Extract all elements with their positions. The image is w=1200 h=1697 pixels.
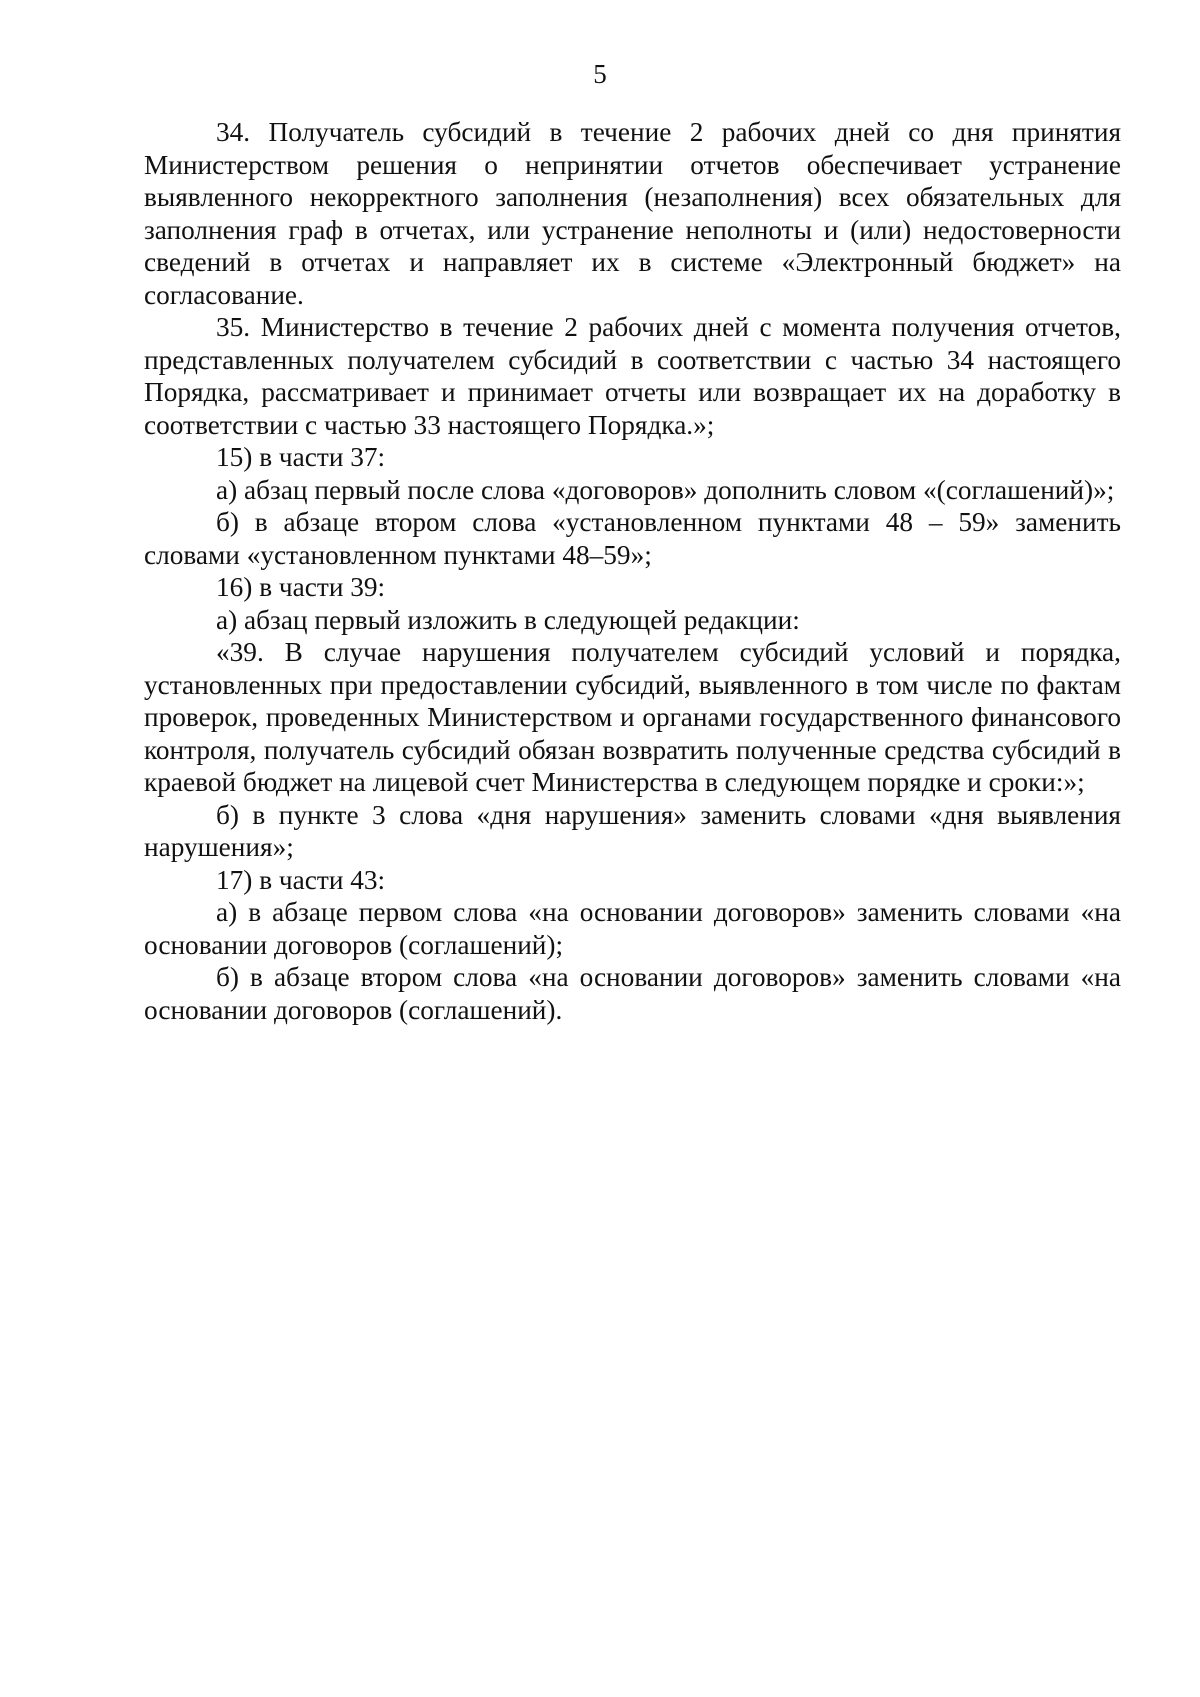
amendment-item-15a: а) абзац первый после слова «договоров» дополнить словом «(соглашений)»; [216, 474, 1115, 505]
amendment-item-16a: а) абзац первый изложить в следующей редакции: [216, 604, 800, 635]
amendment-item-17: 17) в части 43: [216, 864, 386, 895]
amendment-item-16b: б) в пункте 3 слова «дня нарушения» заменить словами «дня выявления нарушения»; [144, 799, 1121, 862]
paragraph-39-quote: «39. В случае нарушения получателем субсидий условий и порядка, установленных при предоставлении субсидий, выявленного в том числе по фактам проверок, проведенных Министерством и органами государственного финансового контроля, получатель субсидий обязан возвратить полученные средства субсидий в краевой бюджет на лицевой счет Министерства в следующем порядке и сроки:»; [144, 637, 1121, 797]
page-number: 5 [593, 59, 607, 89]
document-body [144, 116, 1121, 1026]
amendment-item-15: 15) в части 37: [216, 442, 386, 472]
amendment-item-17a: а) в абзаце первом слова «на основании договоров» заменить словами «на основании договоров (соглашений); [144, 897, 1121, 960]
amendment-item-15b: б) в абзаце втором слова «установленном пунктами 48 – 59» заменить словами «установленном пунктами 48–59»; [144, 507, 1121, 570]
amendment-item-16: 16) в части 39: [216, 572, 386, 602]
amendment-item-17b: б) в абзаце втором слова «на основании договоров» заменить словами «на основании договоров (соглашений). [144, 962, 1121, 1025]
paragraph-35: 35. Министерство в течение 2 рабочих дней с момента получения отчетов, представленных получателем субсидий в соответствии с частью 34 настоящего Порядка, рассматривает и принимает отчеты или возвращает их на доработку в соответствии с частью 33 настоящего Порядка.»; [144, 312, 1121, 440]
paragraph-34: 34. Получатель субсидий в течение 2 рабочих дней со дня принятия Министерством решения о непринятии отчетов обеспечивает устранение выявленного некорректного заполнения (незаполнения) всех обязательных для заполнения граф в отчетах, или устранение неполноты и (или) недостоверности сведений в отчетах и направляет их в системе «Электронный бюджет» на согласование. [144, 117, 1121, 310]
